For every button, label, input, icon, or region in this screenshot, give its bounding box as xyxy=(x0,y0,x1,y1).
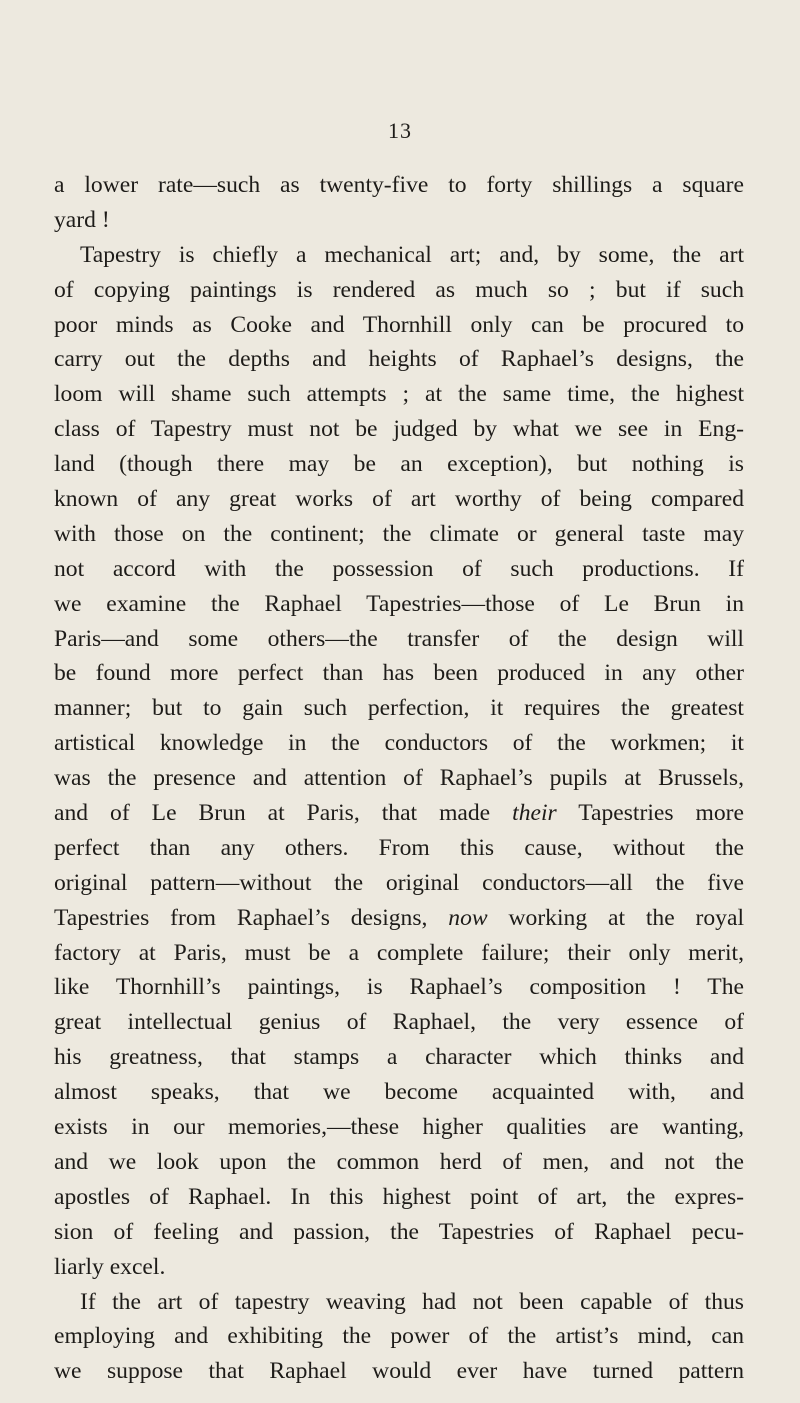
text-line xyxy=(54,552,744,587)
italic-text: their xyxy=(512,800,557,827)
text-line xyxy=(54,1005,744,1040)
text-segment: working at the royal xyxy=(487,904,745,931)
text-line xyxy=(54,1354,744,1389)
text-segment: a lower rate—such as twenty-five to forty shillings a square xyxy=(54,172,744,198)
text-line xyxy=(54,901,744,936)
text-segment: of copying paintings is rendered as much so ; but if such xyxy=(54,276,744,303)
text-segment: class of Tapestry must not be judged by what we see in Eng- xyxy=(54,416,744,443)
text-segment: and we look upon the common herd of men, and not the xyxy=(54,1148,744,1175)
text-segment: not accord with the possession of such productions. If xyxy=(54,555,744,582)
text-line xyxy=(54,238,744,273)
text-line xyxy=(54,342,744,377)
text-segment: apostles of Raphael. In this highest point of art, the expres- xyxy=(54,1183,744,1210)
text-line xyxy=(54,761,744,796)
text-line xyxy=(54,1110,744,1145)
page-number: 13 xyxy=(388,118,412,143)
text-line xyxy=(54,831,744,866)
text-segment: yard ! xyxy=(54,206,110,233)
text-segment: original pattern—without the original conductors—all the five xyxy=(54,869,744,896)
text-line xyxy=(54,656,744,691)
text-segment: liarly excel. xyxy=(54,1253,166,1280)
text-line xyxy=(54,587,744,622)
text-line xyxy=(54,377,744,412)
text-segment: we examine the Raphael Tapestries—those of Le Brun in xyxy=(54,590,744,617)
text-segment: with those on the continent; the climate or general taste may xyxy=(54,520,744,547)
text-line xyxy=(54,1319,744,1354)
text-line xyxy=(54,1215,744,1250)
text-line xyxy=(54,1040,744,1075)
text-line xyxy=(54,447,744,482)
text-segment: If the art of tapestry weaving had not been capable of thus xyxy=(80,1288,744,1315)
text-segment: was the presence and attention of Raphael’s pupils at Brussels, xyxy=(54,765,744,792)
text-line xyxy=(54,308,744,343)
text-line xyxy=(54,726,744,761)
text-segment: great intellectual genius of Raphael, the very essence of xyxy=(54,1009,744,1036)
text-segment: his greatness, that stamps a character which thinks and xyxy=(54,1044,744,1071)
text-line xyxy=(54,691,744,726)
text-segment: artistical knowledge in the conductors of the workmen; it xyxy=(54,730,744,757)
text-segment: perfect than any others. From this cause, without the xyxy=(54,834,744,861)
text-segment: loom will shame such attempts ; at the same time, the highest xyxy=(54,381,744,408)
text-segment: and of Le Brun at Paris, that made xyxy=(54,800,513,827)
text-line xyxy=(54,866,744,901)
text-segment: manner; but to gain such perfection, it requires the greatest xyxy=(54,695,744,722)
text-line xyxy=(54,796,744,831)
text-segment: we suppose that Raphael would ever have turned pattern xyxy=(54,1358,744,1385)
text-segment: poor minds as Cooke and Thornhill only can be procured to xyxy=(54,311,744,338)
text-segment: known of any great works of art worthy of being compared xyxy=(54,486,744,513)
text-line xyxy=(54,517,744,552)
text-line xyxy=(54,622,744,657)
text-segment: factory at Paris, must be a complete failure; their only merit, xyxy=(54,939,744,966)
text-segment: employing and exhibiting the power of the artist’s mind, can xyxy=(54,1323,744,1350)
text-line xyxy=(54,936,744,971)
text-segment: land (though there may be an exception), but nothing is xyxy=(54,451,744,478)
text-segment: be found more perfect than has been produced in any other xyxy=(54,660,744,687)
text-line xyxy=(54,1180,744,1215)
text-segment: sion of feeling and passion, the Tapestries of Raphael pecu- xyxy=(54,1218,744,1245)
text-segment: like Thornhill’s paintings, is Raphael’s composition ! The xyxy=(54,974,744,1001)
text-line xyxy=(54,1285,744,1320)
text-segment: Tapestries from Raphael’s designs, xyxy=(54,904,449,931)
text-line xyxy=(54,1145,744,1180)
italic-text: now xyxy=(448,904,488,931)
text-segment: Tapestries more xyxy=(556,800,744,827)
text-segment: Tapestry is chiefly a mechanical art; and, by some, the art xyxy=(80,241,744,268)
text-line xyxy=(54,970,744,1005)
body-text xyxy=(54,168,744,1389)
text-segment: almost speaks, that we become acquainted with, and xyxy=(54,1079,744,1106)
text-segment: Paris—and some others—the transfer of the design will xyxy=(54,625,744,652)
text-line xyxy=(54,1075,744,1110)
text-line xyxy=(54,482,744,517)
text-line xyxy=(54,412,744,447)
text-line xyxy=(54,168,744,203)
text-line xyxy=(54,203,744,238)
text-line xyxy=(54,273,744,308)
text-segment: exists in our memories,—these higher qualities are wanting, xyxy=(54,1114,744,1141)
text-segment: carry out the depths and heights of Raphael’s designs, the xyxy=(54,346,744,373)
text-line xyxy=(54,1250,744,1285)
